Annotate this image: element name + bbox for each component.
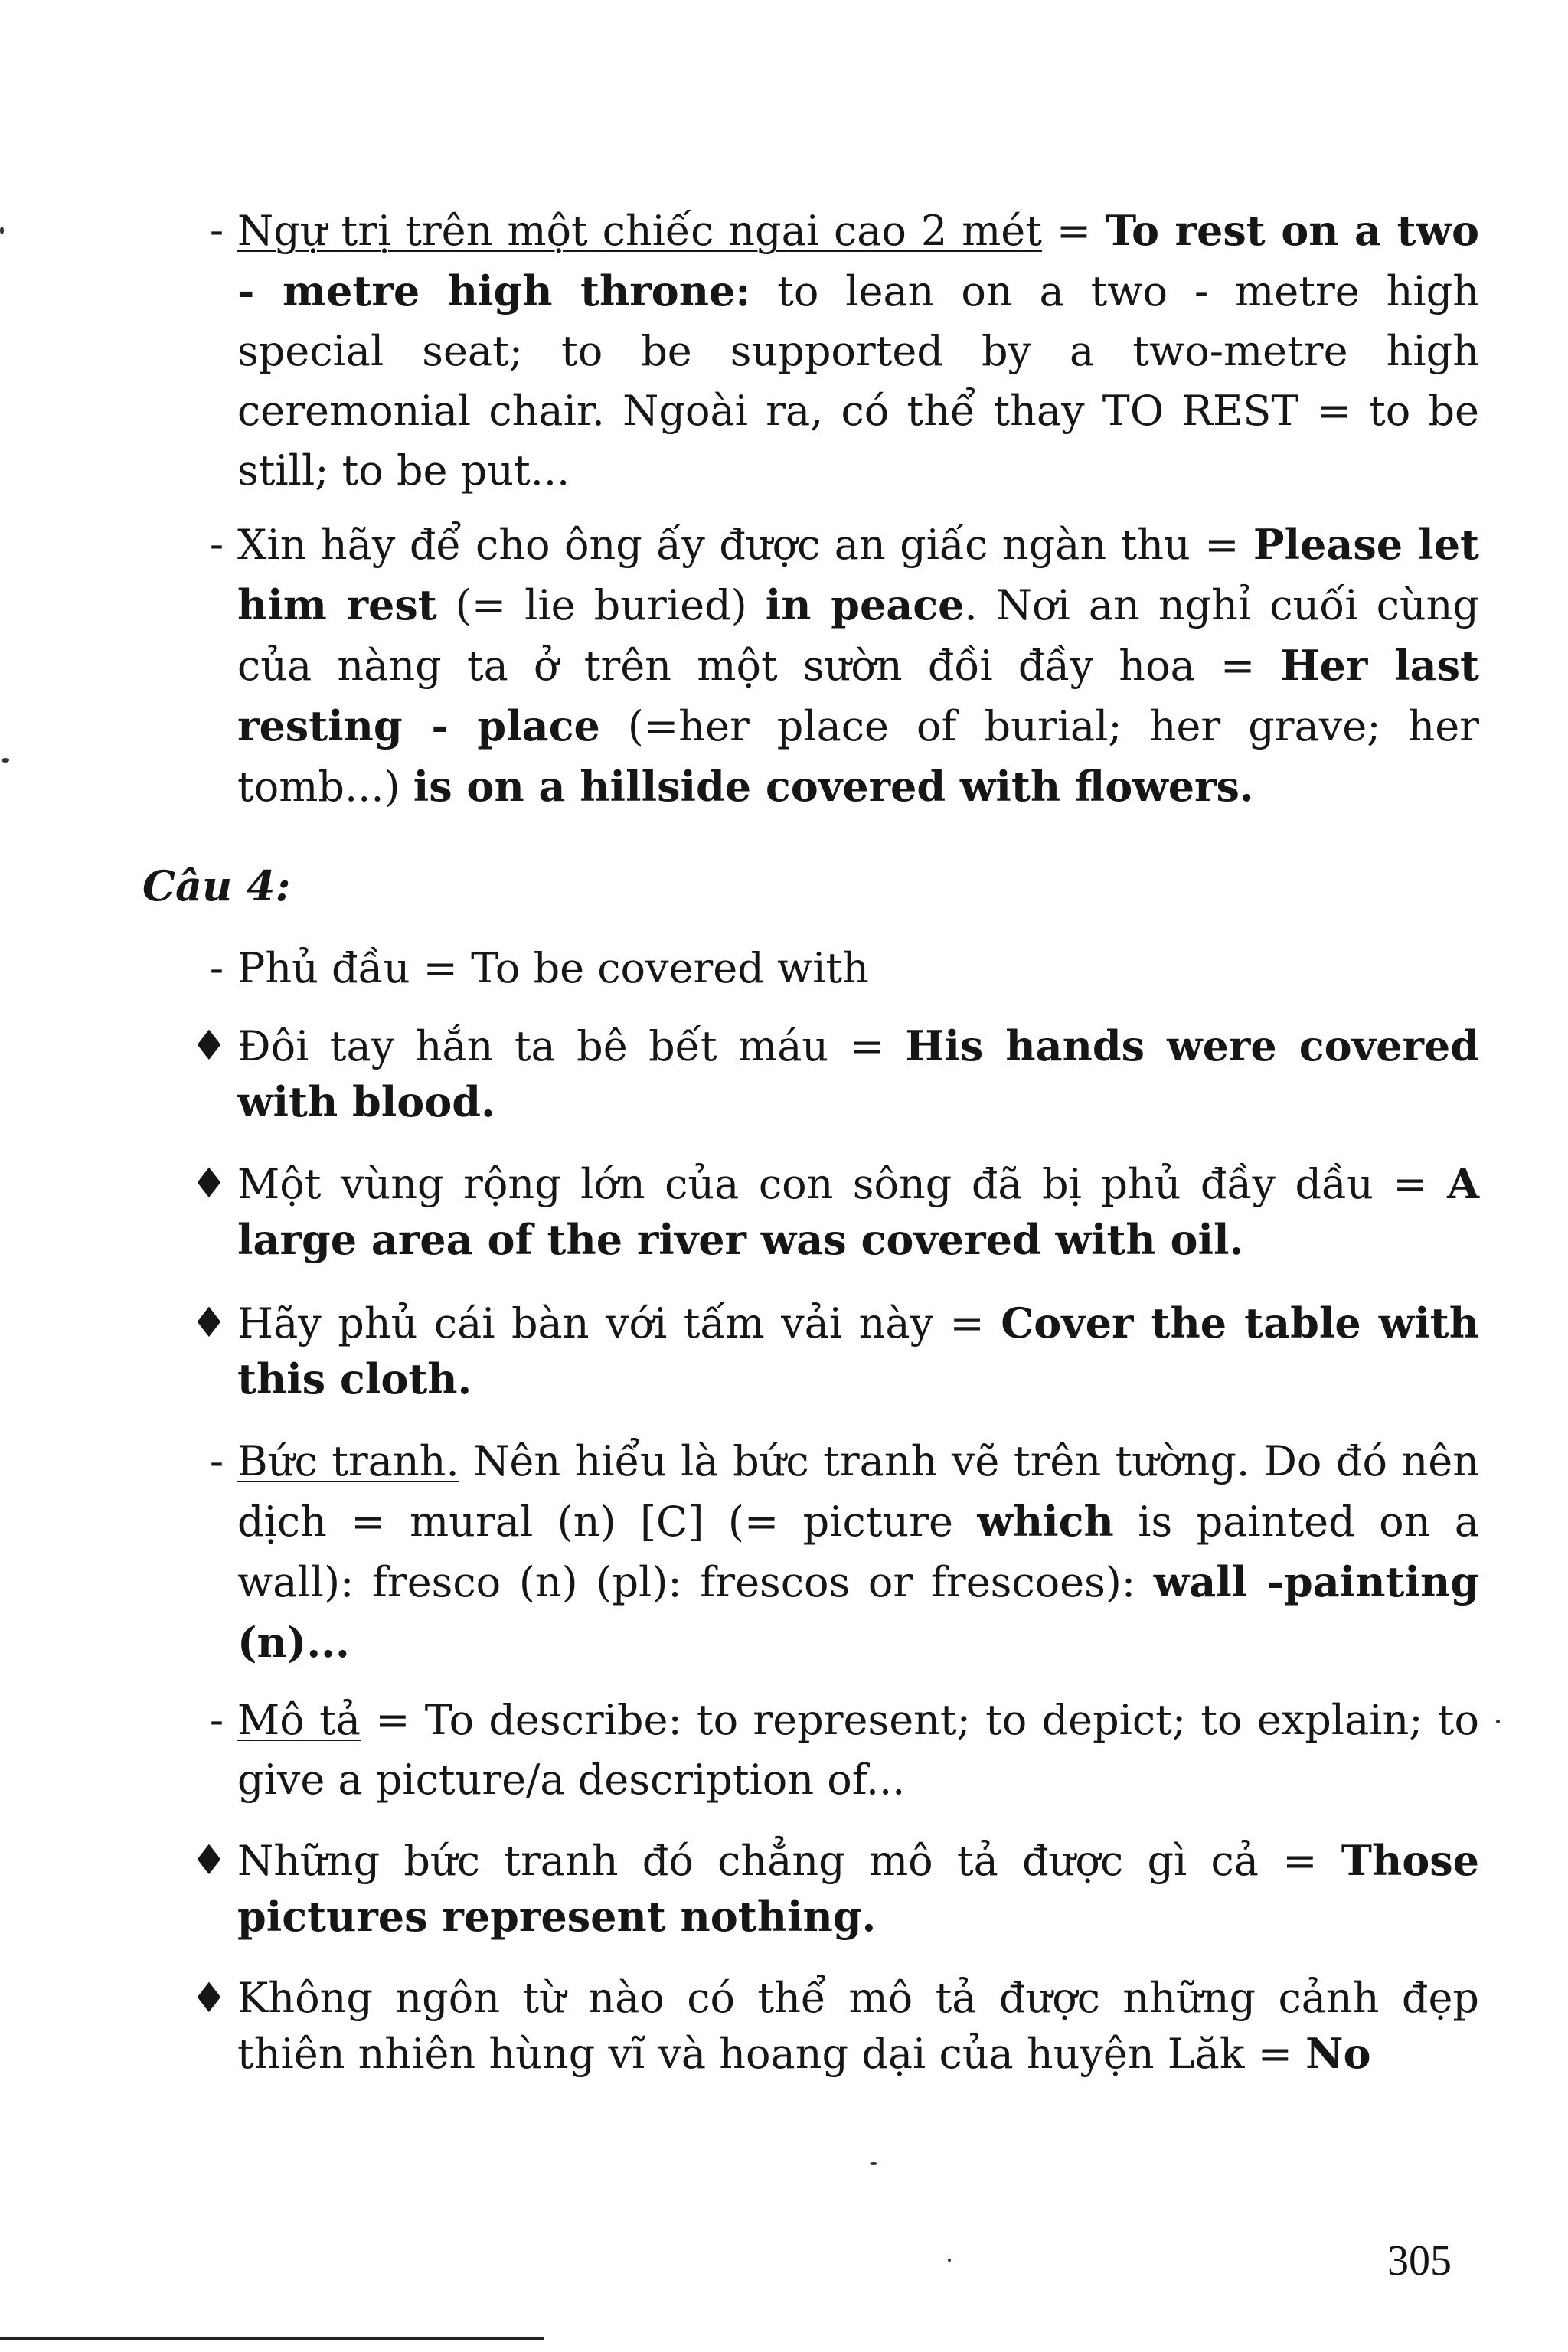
body-text: Không ngôn từ nào có thể mô tả được những cảnh đẹp thiên nhiên hùng vĩ và hoang dại của huyện Lăk = bbox=[237, 1974, 1479, 2078]
underlined-term: Mô tả bbox=[237, 1696, 361, 1744]
dash-marker: - bbox=[209, 1437, 224, 1485]
bold-translation: in peace bbox=[765, 580, 965, 629]
scan-speck bbox=[870, 2162, 877, 2165]
underlined-term: Ngự trị trên một chiếc ngai cao 2 mét bbox=[237, 207, 1042, 255]
bold-translation: Her last resting - place bbox=[237, 641, 1479, 750]
body-text: Nên hiểu là bức tranh vẽ trên tường. Do đó nên dịch = mural (n) [C] (= picture bbox=[237, 1437, 1479, 1546]
diamond-bullet-icon: ♦ bbox=[190, 1021, 228, 1070]
diamond-bullet-icon: ♦ bbox=[190, 1159, 228, 1207]
example-hands-covered bbox=[190, 1018, 1480, 1130]
body-text: Những bức tranh đó chẳng mô tả được gì cả = bbox=[237, 1837, 1341, 1885]
bold-translation: Cover the table with this cloth. bbox=[237, 1298, 1480, 1403]
bold-translation: Please let him rest bbox=[237, 520, 1480, 629]
page-number: 305 bbox=[1387, 2237, 1452, 2285]
body-text: Đôi tay hắn ta bê bết máu = bbox=[237, 1022, 906, 1070]
underlined-term: Bức tranh. bbox=[237, 1437, 459, 1485]
bold-translation: is on a hillside covered with flowers. bbox=[413, 762, 1254, 811]
body-text: = bbox=[1041, 207, 1106, 255]
body-text: Hãy phủ cái bàn với tấm vải này = bbox=[237, 1299, 1001, 1348]
body-text: Xin hãy để cho ông ấy được an giấc ngàn thu = bbox=[237, 521, 1253, 569]
body-text: Một vùng rộng lớn của con sông đã bị phủ đầy dầu = bbox=[237, 1160, 1448, 1208]
diamond-bullet-icon: ♦ bbox=[190, 1974, 228, 2022]
diamond-bullet-icon: ♦ bbox=[190, 1836, 228, 1884]
example-no-words bbox=[190, 1971, 1479, 2082]
entry-buc-tranh bbox=[209, 1432, 1479, 1673]
example-cover-table bbox=[190, 1295, 1480, 1407]
bold-translation: To rest on a two - metre high throne: bbox=[237, 206, 1479, 315]
example-river-covered bbox=[190, 1156, 1479, 1268]
scan-speck bbox=[2, 758, 9, 763]
body-text: . Nơi an nghỉ cuối cùng của nàng ta ở trên một sườn đồi đầy hoa = bbox=[237, 581, 1480, 690]
entry-rest-on-throne bbox=[209, 201, 1480, 501]
bold-translation: His hands were covered with blood. bbox=[237, 1021, 1480, 1126]
scan-speck bbox=[948, 2259, 951, 2262]
bold-translation: Those pictures represent nothing. bbox=[237, 1836, 1479, 1941]
example-pictures-represent bbox=[190, 1833, 1479, 1945]
bold-translation: A large area of the river was covered with oil. bbox=[237, 1159, 1479, 1264]
body-text: Phủ đầu = To be covered with bbox=[237, 944, 869, 992]
dash-marker: - bbox=[209, 1696, 224, 1744]
entry-rest-in-peace bbox=[209, 514, 1480, 817]
dash-marker: - bbox=[209, 520, 224, 568]
scan-speck bbox=[1496, 1720, 1500, 1723]
scan-speck bbox=[0, 227, 4, 234]
body-text: is painted on a wall): fresco (n) (pl): frescos or frescoes): bbox=[237, 1498, 1479, 1606]
bold-translation: which bbox=[977, 1497, 1114, 1546]
entry-mo-ta bbox=[209, 1690, 1479, 1810]
dash-marker: - bbox=[209, 206, 224, 254]
bold-translation: No bbox=[1305, 2029, 1371, 2078]
section-heading: Câu 4: bbox=[142, 861, 291, 910]
entry-covered-with bbox=[209, 939, 1479, 998]
scan-edge-rule bbox=[0, 2337, 544, 2340]
body-text: = To describe: to represent; to depict; to explain; to give a picture/a description of... bbox=[237, 1696, 1479, 1804]
body-text: to lean on a two - metre high special seat; to be supported by a two-metre high ceremonial chair. Ngoài ra, có thể thay TO REST = to be still; to be put... bbox=[237, 267, 1480, 495]
diamond-bullet-icon: ♦ bbox=[190, 1298, 228, 1347]
body-text: (=her place of burial; her grave; her tomb...) bbox=[237, 702, 1479, 811]
dash-marker: - bbox=[209, 944, 224, 992]
body-text: (= lie buried) bbox=[436, 581, 766, 629]
bold-translation: wall -painting (n)... bbox=[237, 1557, 1479, 1667]
